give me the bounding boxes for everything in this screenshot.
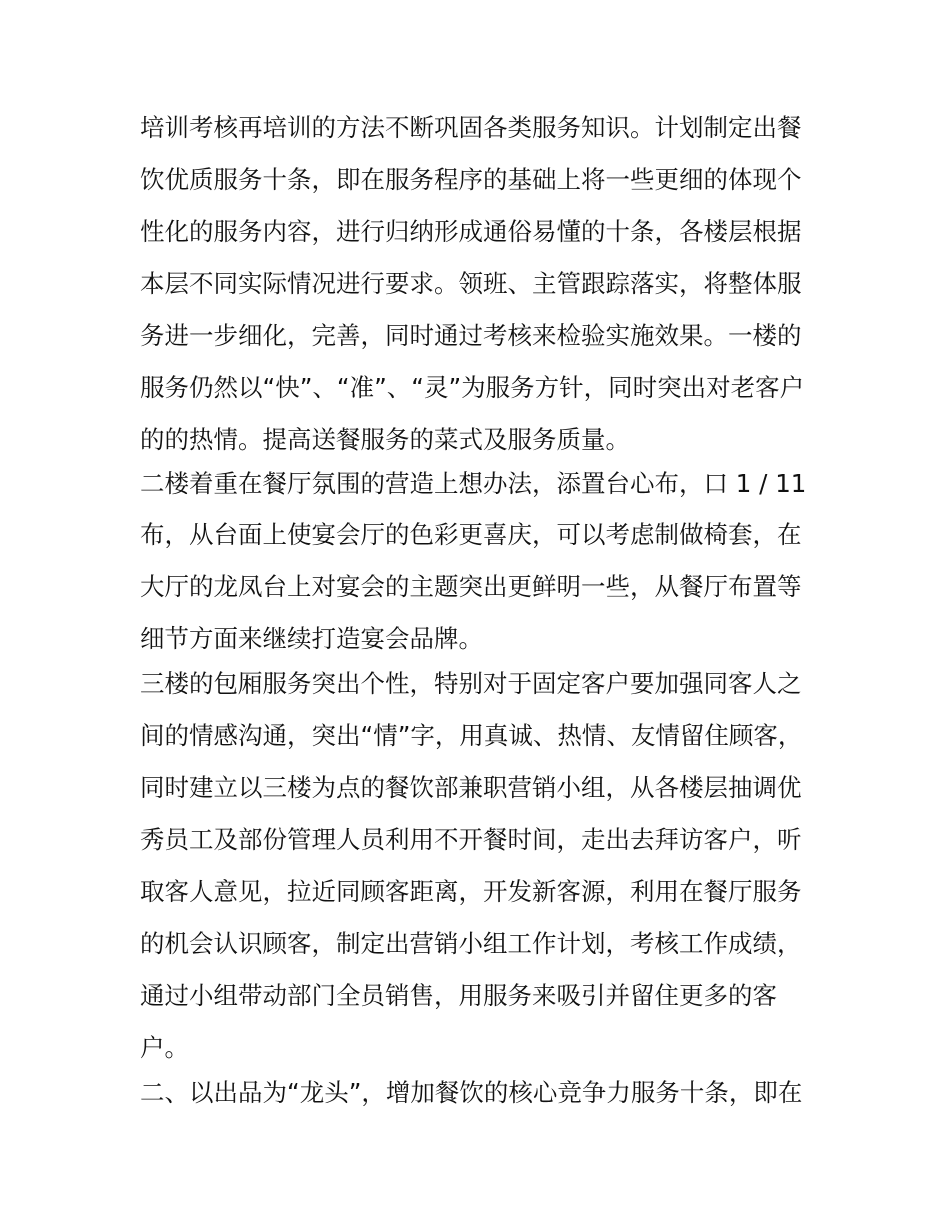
paragraph-line: 服务仍然以“快”、“准”、“灵”为服务方针，同时突出对老客户 bbox=[140, 373, 805, 402]
paragraph-line: 通过小组带动部门全员销售，用服务来吸引并留住更多的客 bbox=[140, 981, 777, 1010]
paragraph-line: 二、以出品为“龙头”，增加餐饮的核心竞争力服务十条，即在 bbox=[140, 1078, 803, 1107]
paragraph-line: 二楼着重在餐厅氛围的营造上想办法，添置台心布，口 1 / 11 bbox=[140, 469, 807, 498]
paragraph-line: 大厅的龙凤台上对宴会的主题突出更鲜明一些，从餐厅布置等 bbox=[140, 572, 802, 601]
paragraph-line: 秀员工及部份管理人员利用不开餐时间，走出去拜访客户，听 bbox=[140, 825, 802, 854]
paragraph-line: 户。 bbox=[140, 1033, 189, 1062]
paragraph-line: 务进一步细化，完善，同时通过考核来检验实施效果。一楼的 bbox=[140, 321, 802, 350]
paragraph-line: 间的情感沟通，突出“情”字，用真诚、热情、友情留住顾客， bbox=[140, 721, 803, 750]
paragraph-line: 饮优质服务十条，即在服务程序的基础上将一些更细的体现个 bbox=[140, 165, 802, 194]
paragraph-line: 的的热情。提高送餐服务的菜式及服务质量。 bbox=[140, 425, 630, 454]
paragraph-line: 本层不同实际情况进行要求。领班、主管跟踪落实，将整体服 bbox=[140, 269, 802, 298]
paragraph-line: 培训考核再培训的方法不断巩固各类服务知识。计划制定出餐 bbox=[140, 113, 802, 142]
paragraph-line: 布，从台面上使宴会厅的色彩更喜庆，可以考虑制做椅套，在 bbox=[140, 520, 802, 549]
paragraph-line: 取客人意见，拉近同顾客距离，开发新客源，利用在餐厅服务 bbox=[140, 877, 802, 906]
paragraph-line: 三楼的包厢服务突出个性，特别对于固定客户要加强同客人之 bbox=[140, 669, 802, 698]
paragraph-line: 同时建立以三楼为点的餐饮部兼职营销小组，从各楼层抽调优 bbox=[140, 773, 802, 802]
paragraph-line: 的机会认识顾客，制定出营销小组工作计划，考核工作成绩， bbox=[140, 929, 802, 958]
paragraph-line: 细节方面来继续打造宴会品牌。 bbox=[140, 624, 483, 653]
paragraph-line: 性化的服务内容，进行归纳形成通俗易懂的十条，各楼层根据 bbox=[140, 217, 802, 246]
